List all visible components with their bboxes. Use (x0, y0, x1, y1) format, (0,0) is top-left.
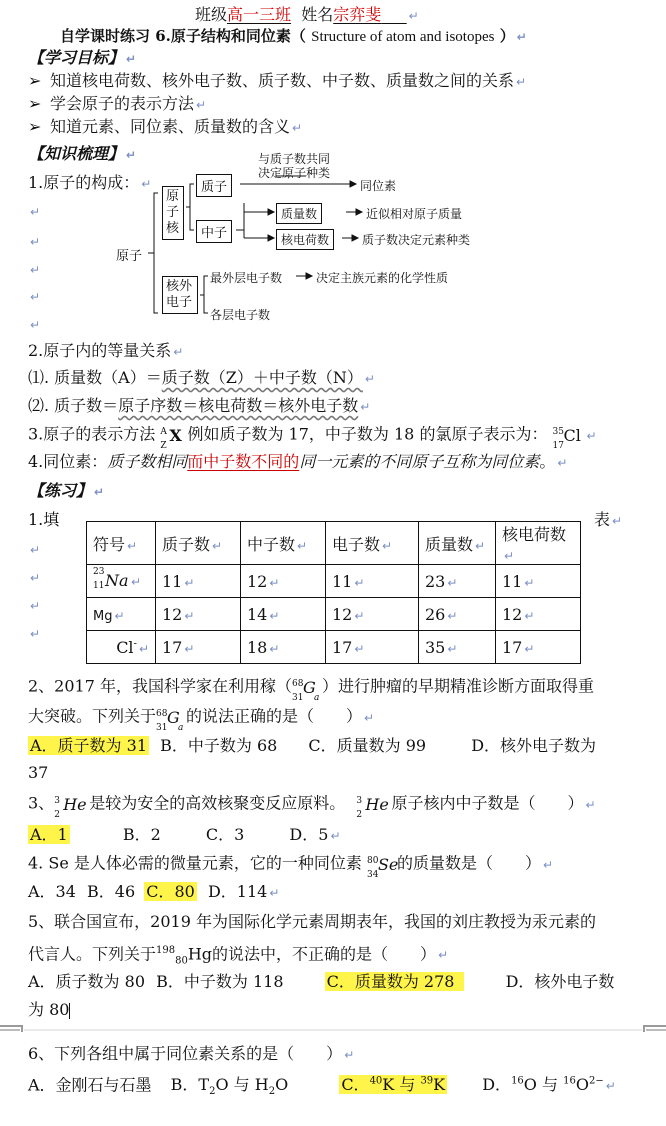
chlorine-nuclide: 35 17 Cl (552, 426, 581, 451)
return-mark-icon: ↵ (141, 177, 152, 191)
knowledge-item-3: 3.原子的表示方法 A Z X 例如质子数为 17，中子数为 18 的氯原子表示为： 35 17 Cl ↵ (28, 424, 597, 451)
return-mark-icon: ↵ (516, 75, 527, 89)
option-d: D．核外电子数为 (471, 736, 597, 755)
option-d: D．114 (207, 882, 268, 901)
page-title: 自学课时练习 6.原子结构和同位素（ Structure of atom and isotopes ） ↵ (60, 27, 527, 45)
option-c-highlighted: C．80 (146, 882, 195, 901)
equation-1: ⑴. 质量数（A）＝质子数（Z）＋中子数（N） ↵ (28, 368, 375, 387)
mass-note: 近似相对原子质量 (366, 207, 463, 221)
knowledge-heading: 【知识梳理】 ↵ (28, 144, 137, 163)
knowledge-item-4: 4.同位素：质子数相同而中子数不同的同一元素的不同原子互称为同位素。 ↵ (28, 452, 568, 471)
table-row (87, 598, 581, 631)
class-label: 班级 (195, 5, 228, 24)
table-cell: 26 ↵ (419, 598, 496, 631)
proton-box: 质子 (196, 174, 232, 197)
question-1-tail: 表 ↵ (594, 510, 623, 529)
table-cell: 23 ↵ (419, 565, 496, 598)
return-mark-icon: ↵ (30, 290, 41, 304)
arrow-bullet-icon: ➢ (28, 71, 42, 90)
table-header-cell: 核电荷数↵ (496, 522, 581, 565)
return-mark-icon: ↵ (196, 98, 207, 112)
table-cell: 14 ↵ (241, 598, 326, 631)
outer-note: 决定主族元素的化学性质 (316, 271, 449, 285)
question-2: 2、2017 年，我国科学家在利用稼（ 68 31 G a ）进行肿瘤的早期精准诊断方面取得重 (28, 676, 595, 703)
arrow-bullet-icon: ➢ (28, 94, 42, 113)
return-mark-icon: ↵ (605, 1079, 616, 1094)
top-note-1: 与质子数共同 (258, 152, 331, 166)
question-2-cont: 大突破。下列关于 68 31 G a 的说法正确的是（ ） ↵ (28, 706, 375, 733)
return-mark-icon: ↵ (30, 205, 41, 219)
practice-heading: 【练习】 ↵ (28, 481, 105, 500)
return-mark-icon: ↵ (292, 121, 303, 135)
table-cell: 18 ↵ (241, 631, 326, 664)
option-c-highlighted: C．$^{40}$K 与 $^{39}$K (341, 1075, 446, 1095)
option-b: B．46 (87, 882, 136, 901)
generic-nuclide: A Z X (160, 426, 182, 451)
question-4: 4. Se 是人体必需的微量元素，它的一种同位素 80 34 Se 的质量数是（ ） ↵ (28, 853, 554, 880)
question-3: 3、 3 2 He 是较为安全的高效核聚变反应原料。 3 2 He 原子核内中子数是（ ） ↵ (28, 793, 596, 820)
return-mark-icon: ↵ (94, 485, 105, 499)
return-mark-icon: ↵ (126, 148, 137, 162)
atom-structure-diagram (110, 148, 510, 333)
table-cell: 11 ↵ (156, 565, 241, 598)
return-mark-icon: ↵ (364, 372, 375, 386)
table-row (87, 631, 581, 664)
question-5-cont2: 为 80 (28, 1000, 70, 1019)
return-mark-icon: ↵ (516, 30, 527, 44)
objective-item: ➢ 学会原子的表示方法 ↵ (28, 94, 207, 113)
neutron-box: 中子 (196, 220, 232, 243)
table-row (87, 565, 581, 598)
option-b: B．$T_2O$ 与 $H_2O$ (170, 1075, 289, 1098)
table-header-cell: 质子数 ↵ (156, 522, 241, 565)
option-c-highlighted: C．质量数为 278 (325, 972, 465, 991)
table-cell: 11 ↵ (326, 565, 419, 598)
table-cell: 11 ↵ (496, 565, 581, 598)
name-value: 宗弈斐 (333, 5, 382, 24)
return-mark-icon: ↵ (438, 948, 449, 963)
table-header-cell: 符号 ↵ (87, 522, 156, 565)
question-3-options (28, 824, 341, 847)
table-cell: 12 ↵ (241, 565, 326, 598)
return-mark-icon: ↵ (30, 318, 41, 332)
option-a: A．金刚石与石墨 (28, 1075, 152, 1095)
layer-electrons: 各层电子数 (210, 308, 271, 322)
option-b: B．中子数为 68 (160, 736, 278, 755)
question-2-cont2: 37 (28, 763, 49, 782)
question-2-options (28, 735, 596, 757)
objectives-heading: 【学习目标】 ↵ (28, 48, 137, 67)
return-mark-icon: ↵ (330, 829, 341, 843)
return-mark-icon: ↵ (30, 599, 41, 613)
return-mark-icon: ↵ (360, 400, 371, 414)
table-cell: 12 ↵ (326, 598, 419, 631)
return-mark-icon: ↵ (269, 886, 280, 900)
option-d: D．$^{16}$O 与 $^{16}O^{2-}$ (482, 1075, 604, 1095)
question-5-cont: 代言人。下列关于$^{198}_{80}$Hg的说法中，不正确的是（ ） ↵ (28, 944, 449, 967)
option-a: A．质子数为 80 (28, 972, 146, 991)
table-cell: 17 ↵ (496, 631, 581, 664)
table-cell: 35 ↵ (419, 631, 496, 664)
table-header-cell: 电子数 ↵ (326, 522, 419, 565)
return-mark-icon: ↵ (126, 52, 137, 66)
option-c: C．质量数为 99 (308, 736, 427, 755)
table-cell-symbol: Cl- ↵ (87, 631, 156, 664)
selenium-nuclide: 80 34 Se (366, 855, 399, 880)
knowledge-item-2: 2.原子内的等量关系 ↵ (28, 341, 184, 360)
table-cell: 12 ↵ (156, 598, 241, 631)
table-header-cell: 中子数 ↵ (241, 522, 326, 565)
helium-nuclide: 3 2 He (54, 795, 87, 820)
option-a-highlighted: A．质子数为 31 (30, 736, 148, 755)
gallium-nuclide: 68 31 G a (292, 678, 320, 703)
option-b: B．2 (122, 825, 161, 844)
table-header-cell: 质量数 ↵ (419, 522, 496, 565)
objective-item: ➢ 知道元素、同位素、质量数的含义 ↵ (28, 117, 303, 136)
return-mark-icon: ↵ (30, 263, 41, 277)
return-mark-icon: ↵ (344, 1048, 355, 1062)
return-mark-icon: ↵ (30, 235, 41, 249)
table-cell: 12 ↵ (496, 598, 581, 631)
table-cell: 17 ↵ (326, 631, 419, 664)
return-mark-icon: ↵ (585, 797, 596, 812)
electrons-box: 核外电子 (162, 276, 198, 314)
question-5: 5、联合国宣布，2019 年为国际化学元素周期表年，我国的刘庄教授为汞元素的 (28, 912, 596, 931)
header-info (195, 4, 419, 27)
table-cell-symbol: Mg ↵ (87, 598, 156, 631)
mass-number-box: 质量数 (276, 203, 322, 224)
practice-table (86, 521, 581, 664)
knowledge-item-1: 1.原子的构成： ↵ (28, 173, 152, 192)
return-mark-icon: ↵ (557, 456, 568, 470)
question-6-options (28, 1071, 616, 1104)
charge-note: 质子数决定元素种类 (362, 233, 471, 247)
question-5-options (28, 971, 614, 993)
return-mark-icon: ↵ (408, 9, 419, 23)
table-header-row (87, 522, 581, 565)
atom-label: 原子 (116, 249, 143, 264)
return-mark-icon: ↵ (30, 571, 41, 585)
return-mark-icon: ↵ (173, 345, 184, 359)
option-d: D．核外电子数 (505, 972, 615, 991)
equation-2: ⑵. 质子数＝原子序数＝核电荷数＝核外电子数 ↵ (28, 396, 371, 415)
page-break (0, 1025, 666, 1033)
objective-item: ➢ 知道核电荷数、核外电子数、质子数、中子数、质量数之间的关系 ↵ (28, 71, 527, 90)
return-mark-icon: ↵ (364, 710, 375, 725)
table-cell: 17 ↵ (156, 631, 241, 664)
question-6: 6、下列各组中属于同位素关系的是（ ） ↵ (28, 1044, 355, 1063)
option-d: D．5 (289, 825, 329, 844)
option-c: C．3 (205, 825, 245, 844)
name-label: 姓名 (301, 5, 334, 24)
return-mark-icon: ↵ (586, 428, 597, 443)
text-cursor[interactable] (69, 1003, 70, 1019)
table-cell-symbol: 23 11 Na ↵ (87, 565, 156, 598)
page-break-lines (0, 1022, 666, 1036)
option-a: A．34 (28, 882, 76, 901)
question-4-options (28, 881, 279, 904)
return-mark-icon: ↵ (542, 857, 554, 872)
nuclear-charge-box: 核电荷数 (276, 229, 334, 250)
option-b: B．中子数为 118 (156, 972, 284, 991)
class-value: 高一三班 (227, 5, 292, 24)
outer-electrons: 最外层电子数 (210, 271, 283, 285)
arrow-bullet-icon: ➢ (28, 117, 42, 136)
return-mark-icon: ↵ (30, 627, 41, 641)
return-mark-icon: ↵ (612, 514, 623, 528)
nucleus-box: 原子核 (162, 186, 184, 240)
question-1: 1.填 (28, 510, 60, 529)
return-mark-icon: ↵ (30, 543, 41, 557)
isotope-label: 同位素 (360, 179, 397, 193)
option-a-highlighted: A．1 (30, 825, 68, 844)
top-note-2: 决定原子种类 (258, 166, 331, 180)
